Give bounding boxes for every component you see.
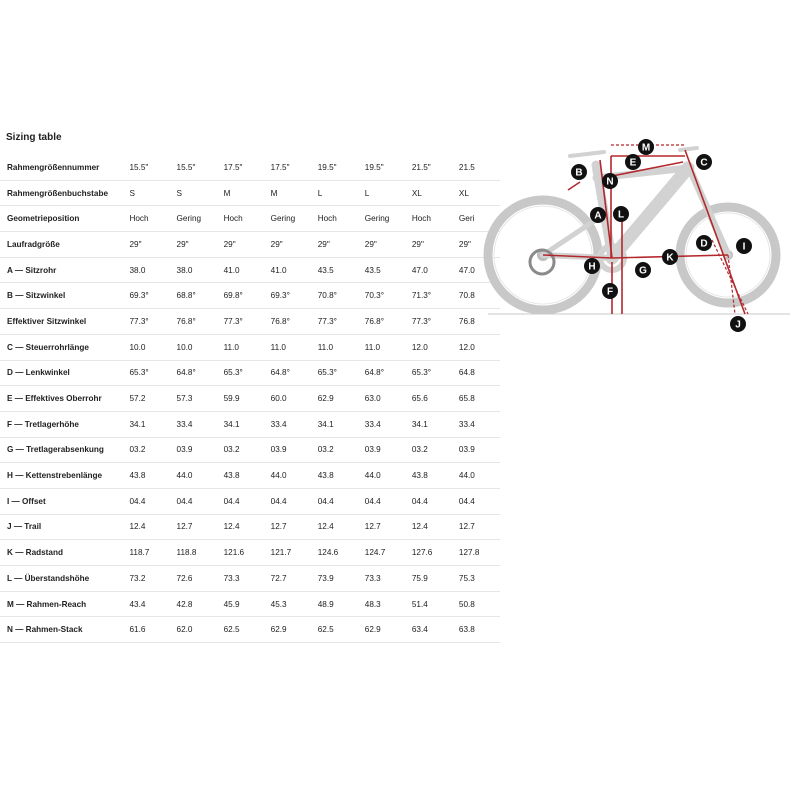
table-cell: S <box>171 180 218 206</box>
table-cell: 118.8 <box>171 540 218 566</box>
table-cell: 75.3 <box>453 566 500 592</box>
table-cell: 38.0 <box>123 257 170 283</box>
table-cell: 03.9 <box>359 437 406 463</box>
table-cell: 50.8 <box>453 591 500 617</box>
table-cell: 48.9 <box>312 591 359 617</box>
table-cell: 11.0 <box>312 334 359 360</box>
table-cell: 43.5 <box>312 257 359 283</box>
table-row <box>0 309 500 335</box>
table-cell: 34.1 <box>218 411 265 437</box>
marker-d <box>696 235 712 251</box>
table-cell: 04.4 <box>265 488 312 514</box>
table-cell: 21.5" <box>406 155 453 180</box>
table-cell: 47.0 <box>453 257 500 283</box>
table-cell: Gering <box>359 206 406 232</box>
table-cell: 43.8 <box>406 463 453 489</box>
table-cell: 29" <box>406 232 453 258</box>
table-cell: 75.9 <box>406 566 453 592</box>
marker-j <box>730 316 746 332</box>
table-cell: 44.0 <box>453 463 500 489</box>
table-cell: 04.4 <box>359 488 406 514</box>
table-cell: 65.8 <box>453 386 500 412</box>
marker-label: F <box>606 286 614 298</box>
table-cell: 69.3° <box>265 283 312 309</box>
table-cell: 04.4 <box>406 488 453 514</box>
table-cell: 64.8° <box>171 360 218 386</box>
row-label: Geometrieposition <box>0 206 123 232</box>
table-row <box>0 232 500 258</box>
table-row <box>0 463 500 489</box>
table-cell: 69.3° <box>123 283 170 309</box>
table-cell: 72.7 <box>265 566 312 592</box>
row-label: E — Effektives Oberrohr <box>0 386 123 412</box>
table-cell: 12.7 <box>453 514 500 540</box>
table-cell: 12.4 <box>406 514 453 540</box>
table-cell: 63.8 <box>453 617 500 643</box>
table-cell: 57.2 <box>123 386 170 412</box>
table-row <box>0 617 500 643</box>
marker-f <box>602 283 618 299</box>
table-cell: 03.9 <box>453 437 500 463</box>
table-cell: 65.6 <box>406 386 453 412</box>
table-cell: 45.3 <box>265 591 312 617</box>
table-cell: 62.9 <box>265 617 312 643</box>
table-cell: 29" <box>123 232 170 258</box>
table-cell: 03.9 <box>171 437 218 463</box>
table-cell: 72.6 <box>171 566 218 592</box>
table-cell: 15.5" <box>123 155 170 180</box>
table-cell: 34.1 <box>406 411 453 437</box>
table-cell: 121.6 <box>218 540 265 566</box>
table-cell: 19.5" <box>359 155 406 180</box>
table-row <box>0 566 500 592</box>
table-row <box>0 514 500 540</box>
marker-k <box>662 249 678 265</box>
table-row <box>0 206 500 232</box>
table-cell: XL <box>453 180 500 206</box>
table-cell: 51.4 <box>406 591 453 617</box>
row-label: G — Tretlagerabsenkung <box>0 437 123 463</box>
table-row <box>0 488 500 514</box>
table-cell: Gering <box>171 206 218 232</box>
table-cell: 60.0 <box>265 386 312 412</box>
row-label: Effektiver Sitzwinkel <box>0 309 123 335</box>
table-cell: 71.3° <box>406 283 453 309</box>
row-label: M — Rahmen-Reach <box>0 591 123 617</box>
table-cell: 29" <box>265 232 312 258</box>
table-cell: 121.7 <box>265 540 312 566</box>
table-cell: 12.7 <box>171 514 218 540</box>
row-label: I — Offset <box>0 488 123 514</box>
table-cell: 43.8 <box>218 463 265 489</box>
table-cell: 62.9 <box>312 386 359 412</box>
marker-label: J <box>735 319 741 331</box>
table-cell: 65.3° <box>312 360 359 386</box>
table-cell: 44.0 <box>359 463 406 489</box>
table-cell: 33.4 <box>359 411 406 437</box>
row-label: L — Überstandshöhe <box>0 566 123 592</box>
table-cell: 10.0 <box>171 334 218 360</box>
table-cell: 33.4 <box>265 411 312 437</box>
table-cell: 29" <box>312 232 359 258</box>
table-cell: 45.9 <box>218 591 265 617</box>
table-cell: 03.9 <box>265 437 312 463</box>
table-cell: 127.6 <box>406 540 453 566</box>
table-cell: 70.3° <box>359 283 406 309</box>
marker-label: G <box>639 265 647 277</box>
table-cell: 118.7 <box>123 540 170 566</box>
table-row <box>0 334 500 360</box>
table-cell: 62.5 <box>218 617 265 643</box>
row-label: N — Rahmen-Stack <box>0 617 123 643</box>
table-cell: 64.8° <box>359 360 406 386</box>
table-cell: 12.7 <box>265 514 312 540</box>
table-cell: 68.8° <box>171 283 218 309</box>
marker-label: M <box>641 142 651 154</box>
table-cell: 17.5" <box>265 155 312 180</box>
table-cell: Hoch <box>312 206 359 232</box>
table-cell: Hoch <box>406 206 453 232</box>
table-cell: Gering <box>265 206 312 232</box>
marker-label: A <box>594 210 602 222</box>
table-row <box>0 360 500 386</box>
table-cell: 12.0 <box>406 334 453 360</box>
sizing-table-container <box>0 155 480 635</box>
table-cell: 48.3 <box>359 591 406 617</box>
table-cell: 70.8° <box>312 283 359 309</box>
row-label: Rahmengrößenbuchstabe <box>0 180 123 206</box>
sizing-table <box>0 155 500 643</box>
table-cell: 11.0 <box>359 334 406 360</box>
table-cell: 34.1 <box>312 411 359 437</box>
table-cell: 76.8 <box>453 309 500 335</box>
table-cell: Geri <box>453 206 500 232</box>
marker-m <box>638 139 654 155</box>
table-cell: 62.0 <box>171 617 218 643</box>
table-cell: 11.0 <box>265 334 312 360</box>
table-row <box>0 591 500 617</box>
table-cell: 65.3° <box>123 360 170 386</box>
table-cell: 04.4 <box>312 488 359 514</box>
table-cell: 63.4 <box>406 617 453 643</box>
table-cell: 11.0 <box>218 334 265 360</box>
marker-g <box>635 262 651 278</box>
marker-label: K <box>666 252 674 264</box>
table-cell: 10.0 <box>123 334 170 360</box>
table-cell: 64.8° <box>265 360 312 386</box>
table-cell: 77.3° <box>312 309 359 335</box>
marker-label: C <box>700 157 708 169</box>
bike-geometry-diagram <box>484 130 794 340</box>
table-cell: 17.5" <box>218 155 265 180</box>
table-cell: 03.2 <box>123 437 170 463</box>
marker-e <box>625 154 641 170</box>
table-cell: 12.4 <box>123 514 170 540</box>
table-cell: 04.4 <box>171 488 218 514</box>
table-cell: 29" <box>453 232 500 258</box>
row-label: F — Tretlagerhöhe <box>0 411 123 437</box>
table-cell: 77.3° <box>406 309 453 335</box>
marker-l <box>613 206 629 222</box>
row-label: K — Radstand <box>0 540 123 566</box>
table-cell: 04.4 <box>123 488 170 514</box>
table-row <box>0 540 500 566</box>
table-cell: 65.3° <box>406 360 453 386</box>
table-cell: 63.0 <box>359 386 406 412</box>
table-cell: 43.8 <box>312 463 359 489</box>
table-cell: Hoch <box>123 206 170 232</box>
marker-h <box>584 258 600 274</box>
table-cell: 41.0 <box>218 257 265 283</box>
page-title: Sizing table <box>6 132 62 143</box>
row-label: Laufradgröße <box>0 232 123 258</box>
table-cell: L <box>312 180 359 206</box>
row-label: H — Kettenstrebenlänge <box>0 463 123 489</box>
table-row <box>0 180 500 206</box>
marker-b <box>571 164 587 180</box>
table-cell: 15.5" <box>171 155 218 180</box>
table-cell: 42.8 <box>171 591 218 617</box>
table-cell: 61.6 <box>123 617 170 643</box>
row-label: J — Trail <box>0 514 123 540</box>
table-row <box>0 155 500 180</box>
table-cell: 19.5" <box>312 155 359 180</box>
table-cell: 70.8 <box>453 283 500 309</box>
table-cell: 43.8 <box>123 463 170 489</box>
table-cell: 04.4 <box>218 488 265 514</box>
table-cell: 124.7 <box>359 540 406 566</box>
marker-label: B <box>575 167 583 179</box>
table-cell: 38.0 <box>171 257 218 283</box>
table-cell: 127.8 <box>453 540 500 566</box>
marker-i <box>736 238 752 254</box>
table-cell: 77.3° <box>218 309 265 335</box>
marker-a <box>590 207 606 223</box>
marker-label: L <box>617 209 625 221</box>
table-cell: 59.9 <box>218 386 265 412</box>
table-row <box>0 283 500 309</box>
row-label: B — Sitzwinkel <box>0 283 123 309</box>
table-cell: 73.2 <box>123 566 170 592</box>
marker-n <box>602 173 618 189</box>
table-cell: M <box>218 180 265 206</box>
table-cell: 34.1 <box>123 411 170 437</box>
table-cell: 12.4 <box>218 514 265 540</box>
marker-label: I <box>742 241 746 253</box>
table-cell: 21.5 <box>453 155 500 180</box>
table-cell: 04.4 <box>453 488 500 514</box>
table-cell: 73.9 <box>312 566 359 592</box>
table-cell: 62.9 <box>359 617 406 643</box>
table-cell: 29" <box>171 232 218 258</box>
table-cell: 03.2 <box>406 437 453 463</box>
table-row <box>0 437 500 463</box>
table-cell: 12.4 <box>312 514 359 540</box>
table-cell: 44.0 <box>171 463 218 489</box>
sizing-table-body <box>0 155 500 643</box>
table-cell: 12.7 <box>359 514 406 540</box>
table-cell: 73.3 <box>359 566 406 592</box>
table-cell: 03.2 <box>218 437 265 463</box>
table-cell: 76.8° <box>171 309 218 335</box>
table-cell: 03.2 <box>312 437 359 463</box>
table-cell: 69.8° <box>218 283 265 309</box>
marker-label: H <box>588 261 596 273</box>
table-cell: S <box>123 180 170 206</box>
table-cell: 73.3 <box>218 566 265 592</box>
table-cell: 29" <box>218 232 265 258</box>
row-label: A — Sitzrohr <box>0 257 123 283</box>
table-cell: 43.5 <box>359 257 406 283</box>
table-cell: 33.4 <box>171 411 218 437</box>
table-cell: M <box>265 180 312 206</box>
table-cell: 76.8° <box>265 309 312 335</box>
table-cell: 64.8 <box>453 360 500 386</box>
marker-label: N <box>606 176 614 188</box>
table-cell: 76.8° <box>359 309 406 335</box>
row-label: C — Steuerrohrlänge <box>0 334 123 360</box>
table-cell: 57.3 <box>171 386 218 412</box>
table-cell: 124.6 <box>312 540 359 566</box>
marker-label: E <box>629 157 637 169</box>
marker-label: D <box>700 238 708 250</box>
table-cell: 43.4 <box>123 591 170 617</box>
table-cell: 77.3° <box>123 309 170 335</box>
table-row <box>0 411 500 437</box>
table-cell: L <box>359 180 406 206</box>
table-row <box>0 386 500 412</box>
table-cell: 12.0 <box>453 334 500 360</box>
row-label: D — Lenkwinkel <box>0 360 123 386</box>
table-cell: 41.0 <box>265 257 312 283</box>
table-cell: 62.5 <box>312 617 359 643</box>
table-row <box>0 257 500 283</box>
table-cell: XL <box>406 180 453 206</box>
marker-c <box>696 154 712 170</box>
table-cell: Hoch <box>218 206 265 232</box>
table-cell: 65.3° <box>218 360 265 386</box>
table-cell: 33.4 <box>453 411 500 437</box>
table-cell: 29" <box>359 232 406 258</box>
table-cell: 44.0 <box>265 463 312 489</box>
table-cell: 47.0 <box>406 257 453 283</box>
row-label: Rahmengrößennummer <box>0 155 123 180</box>
